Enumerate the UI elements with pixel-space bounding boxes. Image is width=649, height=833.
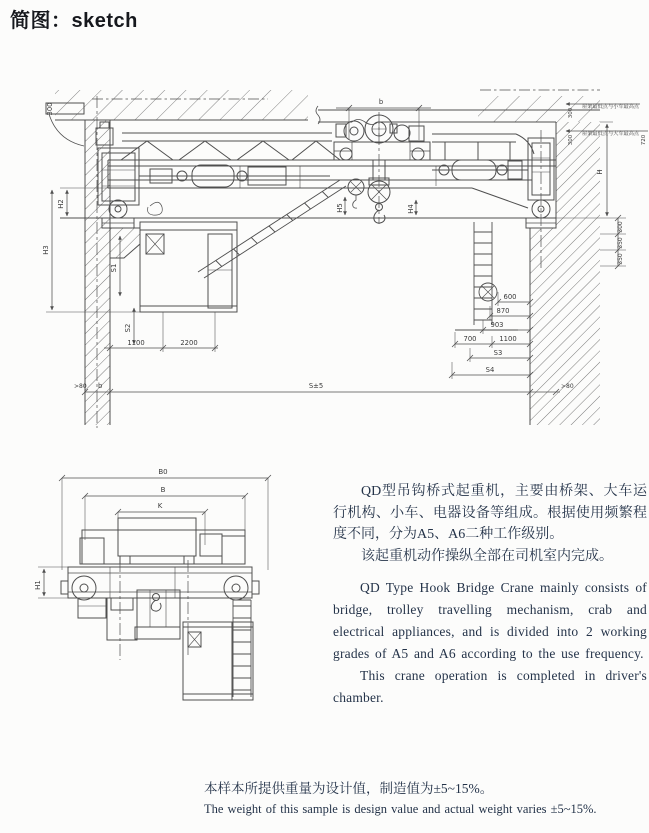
end-view-labels (34, 468, 168, 590)
dim-label-903: 903 (490, 321, 504, 329)
description-zh-2: 该起重机动作操纵全部在司机室内完成。 (361, 548, 613, 564)
footnote-zh: 本样本所提供重量为设计值，制造值为±5~15%。 (204, 781, 494, 796)
dim-label-B: B (160, 486, 166, 494)
dim-label-H1: H1 (34, 580, 42, 590)
dim-label-S2: S2 (124, 323, 132, 333)
dim-label-2200: 2200 (180, 339, 198, 347)
right-wall (530, 122, 600, 425)
dim-label-rail-b: b (98, 382, 103, 390)
dim-label-H3: H3 (42, 245, 50, 255)
dim-label-clearance1-value: 300 (568, 107, 574, 119)
roof-clearance-note-1: 屋架最低点与小车最高点 (582, 104, 640, 110)
dim-label-H: H (596, 169, 604, 175)
dim-label-S4: S4 (485, 366, 495, 374)
roof-clearance-note-2: 屋架最低点与大车最高点 (582, 131, 640, 137)
dim-label-720: 720 (641, 134, 647, 146)
end-view-girder-band (61, 567, 259, 600)
end-view-underparts (78, 560, 188, 660)
end-view-ladder (233, 600, 251, 697)
footnote-block (204, 779, 597, 819)
dim-label-right-350b: 350 (617, 253, 624, 265)
description-zh-1: QD型吊钩桥式起重机，主要由桥架、大车运行机构、小车、电器设备等组成。根据使用频繁程度不同，分为A5、A6二种工作级别。 (333, 484, 647, 542)
dim-label-600: 600 (503, 293, 517, 301)
dim-label-870: 870 (496, 307, 510, 315)
description-en-2: This crane operation is completed in driver's chamber. (333, 668, 647, 705)
dim-label-gt80-left: >80 (74, 383, 87, 390)
dim-label-H4: H4 (407, 204, 415, 214)
driver-cab (140, 222, 237, 312)
dim-label-trolley-gauge: b (378, 98, 384, 106)
footnote-en: The weight of this sample is design value and actual weight varies ±5~15%. (204, 802, 597, 816)
dim-label-right-300: 300 (617, 221, 624, 233)
left-wall (85, 96, 140, 428)
elevation-view (42, 90, 648, 428)
dim-label-clearance2-value: 300 (568, 134, 574, 146)
end-view-cab (183, 622, 253, 700)
dim-label-K: K (157, 502, 163, 510)
hook-block (348, 160, 390, 223)
page-title: 简图：sketch (10, 10, 138, 32)
dim-label-1100-right: 1100 (499, 335, 517, 343)
dim-label-1100-left: 1100 (127, 339, 145, 347)
dim-label-H2: H2 (57, 199, 65, 209)
dim-label-ledge-300: 300 (46, 102, 54, 116)
building-roof (46, 90, 600, 146)
dim-label-right-350a: 350 (617, 237, 624, 249)
inclined-ladder (198, 180, 346, 278)
description-en-1: QD Type Hook Bridge Crane mainly consists of bridge, trolley travelling mechanism, crab and electrical appliances, and is divided into 2 working grades of A5 and A6 according to the use frequency. (333, 580, 647, 661)
dim-label-H5: H5 (336, 203, 344, 213)
dim-label-S3: S3 (493, 349, 503, 357)
end-view-trolley (80, 518, 245, 564)
end-view (34, 468, 271, 700)
dim-label-B0: B0 (158, 468, 168, 476)
dim-label-S1: S1 (110, 263, 118, 273)
dim-label-span: S±5 (308, 382, 324, 390)
dim-label-gt80-right: >80 (561, 383, 574, 390)
description-block (333, 481, 647, 709)
dim-label-700: 700 (463, 335, 477, 343)
